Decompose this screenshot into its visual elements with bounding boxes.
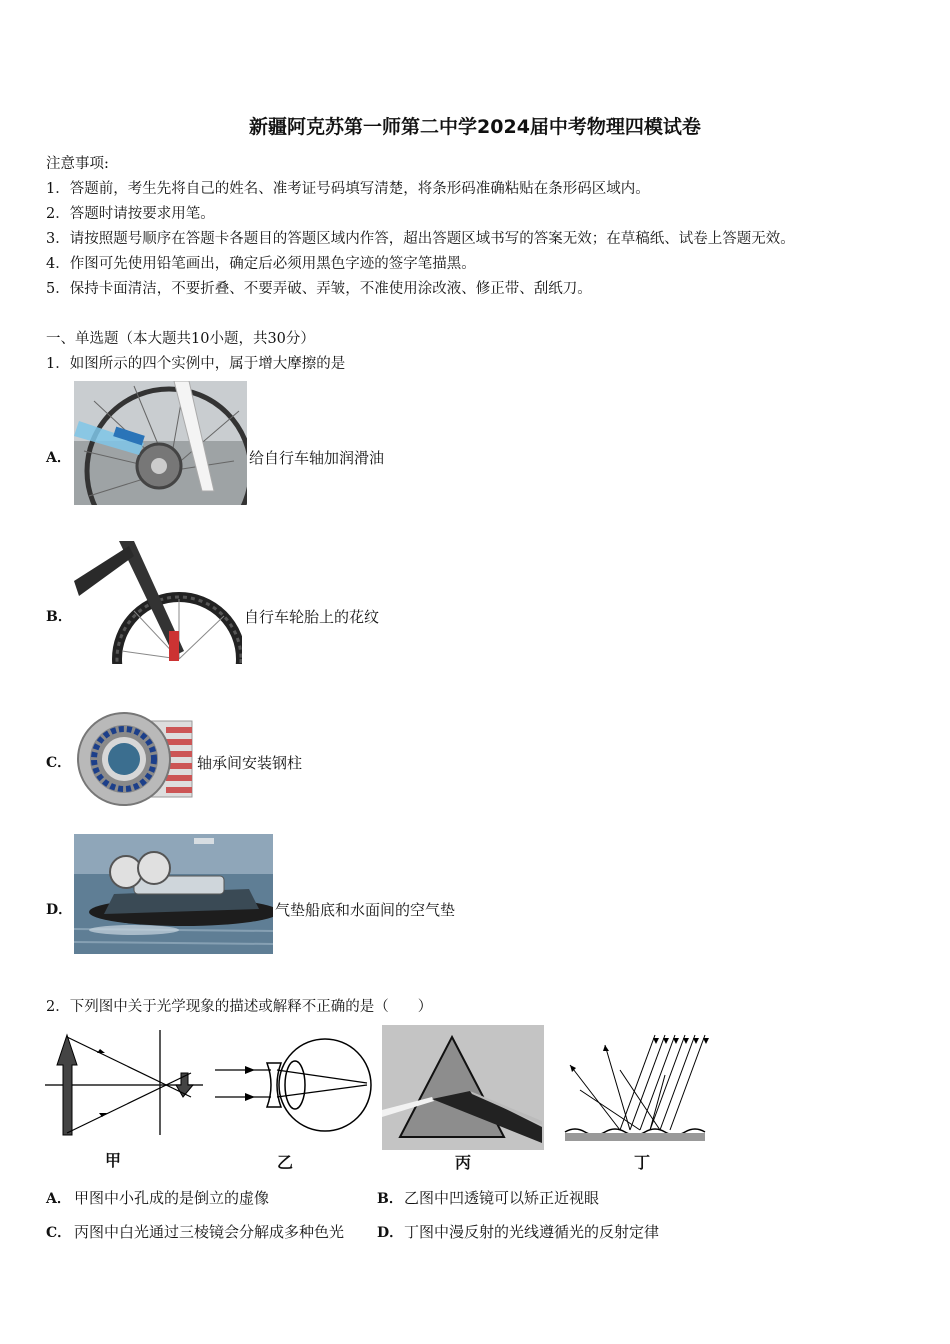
q2-option-c-text: 丙图中白光通过三棱镜会分解成多种色光 <box>74 1223 345 1241</box>
bicycle-tire-image <box>74 541 242 664</box>
q2-option-b-text: 乙图中凹透镜可以矫正近视眼 <box>404 1189 600 1207</box>
diffuse-reflection-diagram <box>560 1030 710 1145</box>
note-item: 3．请按照题号顺序在答题卡各题目的答题区域内作答，超出答题区域书写的答案无效；在草稿纸、试卷上答题无效。 <box>46 231 795 247</box>
caption-yi: 乙 <box>277 1153 294 1172</box>
q2-option-a-text: 甲图中小孔成的是倒立的虚像 <box>74 1189 270 1207</box>
q2-option-c-letter: C． <box>46 1225 72 1241</box>
note-item: 2．答题时请按要求用笔。 <box>46 206 215 222</box>
page-title: 新疆阿克苏第一师第二中学2024届中考物理四模试卷 <box>249 116 701 138</box>
option-a-letter: A． <box>46 450 71 466</box>
prism-diagram <box>382 1025 544 1150</box>
question-2-stem: 2．下列图中关于光学现象的描述或解释不正确的是（ ） <box>46 999 433 1015</box>
caption-bing: 丙 <box>455 1153 472 1172</box>
caption-jia: 甲 <box>105 1151 122 1170</box>
note-item: 5．保持卡面清洁，不要折叠、不要弄破、弄皱，不准使用涂改液、修正带、刮纸刀。 <box>46 281 592 297</box>
option-a-text: 给自行车轴加润滑油 <box>249 449 385 467</box>
note-item: 1．答题前，考生先将自己的姓名、准考证号码填写清楚，将条形码准确粘贴在条形码区域内。 <box>46 181 650 197</box>
q2-option-b-letter: B． <box>377 1191 403 1207</box>
pinhole-diagram <box>45 1025 205 1170</box>
option-b-text: 自行车轮胎上的花纹 <box>244 608 380 626</box>
bearing-image <box>74 703 196 815</box>
note-item: 4．作图可先使用铅笔画出，确定后必须用黑色字迹的签字笔描黑。 <box>46 256 476 272</box>
option-b-letter: B． <box>46 609 72 625</box>
question-1-stem: 1．如图所示的四个实例中，属于增大摩擦的是 <box>46 356 346 372</box>
caption-ding: 丁 <box>634 1153 651 1172</box>
bicycle-lubrication-image <box>74 381 247 505</box>
q2-option-d-letter: D． <box>377 1225 404 1241</box>
option-c-letter: C． <box>46 755 72 771</box>
notes-heading: 注意事项: <box>46 156 109 172</box>
section-heading: 一、单选题（本大题共10小题，共30分） <box>46 331 315 347</box>
concave-lens-diagram <box>215 1025 375 1155</box>
option-d-letter: D． <box>46 902 73 918</box>
q2-option-d-text: 丁图中漫反射的光线遵循光的反射定律 <box>404 1223 660 1241</box>
option-c-text: 轴承间安装钢柱 <box>197 754 303 772</box>
q2-option-a-letter: A． <box>46 1191 71 1207</box>
option-d-text: 气垫船底和水面间的空气垫 <box>275 901 456 919</box>
hovercraft-image <box>74 834 273 954</box>
